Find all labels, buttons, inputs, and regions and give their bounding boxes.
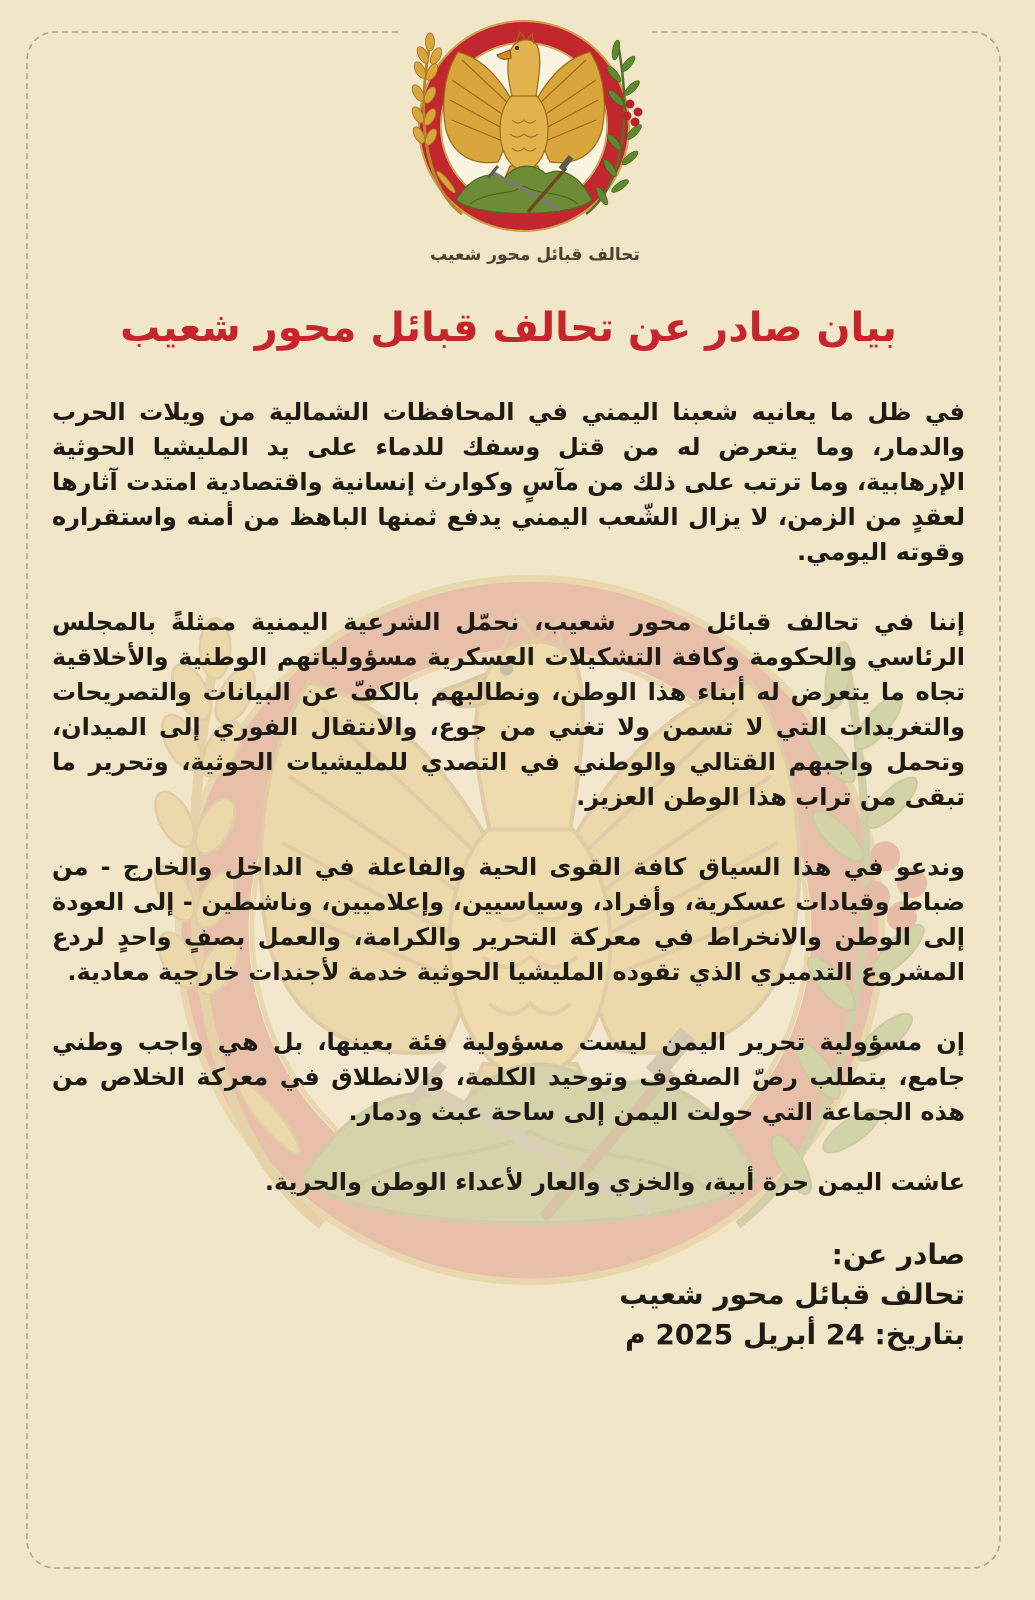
emblem-caption: تحالف قبائل محور شعيب [430,245,640,265]
statement-title: بيان صادر عن تحالف قبائل محور شعيب [120,305,897,351]
issue-date: بتاريخ: 24 أبريل 2025 م [625,1318,965,1351]
signature-block [52,1235,965,1355]
statement [52,296,965,1355]
statement-body [52,395,965,1200]
issued-by-label: صادر عن: [831,1238,965,1271]
eagle-emblem-icon [410,21,644,231]
issuer-name: تحالف قبائل محور شعيب [619,1278,965,1311]
paragraph: عاشت اليمن حرة أبية، والخزي والعار لأعداء الوطن والحرية. [264,1168,965,1196]
paragraph: إن مسؤولية تحرير اليمن ليست مسؤولية فئة بعينها، بل هي واجب وطني جامع، يتطلب رصّ الصفوف وتوحيد الكلمة، والانطلاق في معركة الخلاص من هذه الجماعة التي حولت اليمن إلى ساحة عبث ودمار. [52,1028,965,1126]
paragraph: إننا في تحالف قبائل محور شعيب، نحمّل الشرعية اليمنية ممثلةً بالمجلس الرئاسي والحكومة وكافة التشكيلات العسكرية مسؤولياتهم الوطنية والأخلاقية تجاه ما يتعرض له أبناء هذا الوطن، ونطالبهم بالكفّ عن البيانات والتصريحات والتغريدات التي لا تسمن ولا تغني من جوع، والانتقال الفوري إلى الميدان، وتحمل واجبهم القتالي والوطني في التصدي للمليشيات الحوثية، وتحرير ما تبقى من تراب هذا الوطن العزيز. [52,608,965,811]
paragraph: في ظل ما يعانيه شعبنا اليمني في المحافظات الشمالية من ويلات الحرب والدمار، وما يتعرض له من قتل وسفك للدماء على يد المليشيا الحوثية الإرهابية، وما ترتب على ذلك من مآسٍ وكوارث إنسانية واقتصادية امتدت آثارها لعقدٍ من الزمن، لا يزال الشّعب اليمني يدفع ثمنها الباهظ من أمنه واستقراره وقوته اليومي. [52,398,965,566]
paragraph: وندعو في هذا السياق كافة القوى الحية والفاعلة في الداخل والخارج - من ضباط وقيادات عسكرية، وأفراد، وسياسيين، وإعلاميين، وناشطين - إلى العودة إلى الوطن والانخراط في معركة التحرير والكرامة، والعمل بصفٍ واحدٍ لردع المشروع التدميري الذي تقوده المليشيا الحوثية خدمة لأجندات خارجية معادية. [52,853,965,986]
